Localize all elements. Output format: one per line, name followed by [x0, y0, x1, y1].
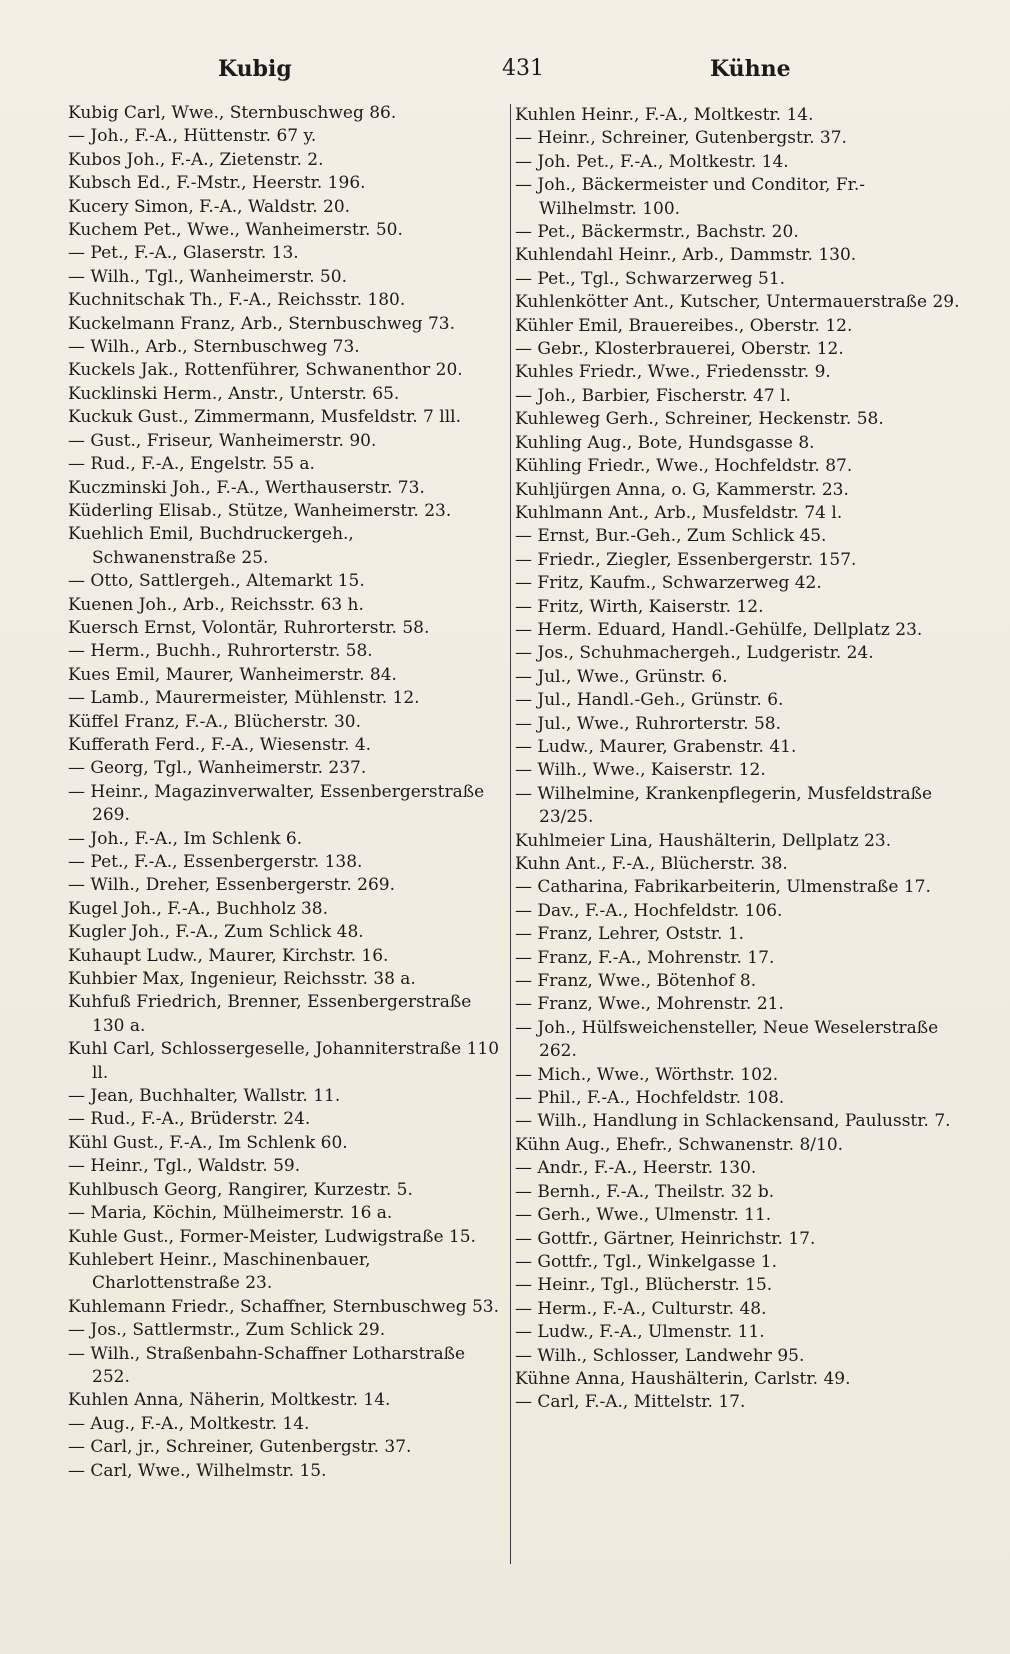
- directory-entry: — Catharina, Fabrikarbeiterin, Ulmenstraße 17.: [515, 877, 931, 898]
- directory-entry: — Gottfr., Gärtner, Heinrichstr. 17.: [515, 1228, 816, 1249]
- directory-entry: Kuchem Pet., Wwe., Wanheimerstr. 50.: [68, 220, 403, 241]
- directory-entry: — Gottfr., Tgl., Winkelgasse 1.: [515, 1251, 778, 1272]
- directory-entry: — Jul., Handl.-Geh., Grünstr. 6.: [515, 690, 784, 711]
- directory-entry: Kühn Aug., Ehefr., Schwanenstr. 8/10.: [515, 1134, 844, 1155]
- directory-entry: — Pet., Tgl., Schwarzerweg 51.: [515, 268, 786, 289]
- directory-entry: — Joh. Pet., F.-A., Moltkestr. 14.: [515, 151, 789, 172]
- directory-entry: Kuhlenkötter Ant., Kutscher, Untermauerstraße 29.: [515, 292, 960, 313]
- directory-entry: Kühler Emil, Brauereibes., Oberstr. 12.: [515, 315, 853, 336]
- directory-entry: Kühl Gust., F.-A., Im Schlenk 60.: [68, 1132, 348, 1153]
- directory-entry: — Ernst, Bur.-Geh., Zum Schlick 45.: [515, 526, 827, 547]
- directory-entry: — Jul., Wwe., Ruhrorterstr. 58.: [515, 713, 781, 734]
- directory-entry: — Wilh., Arb., Sternbuschweg 73.: [68, 337, 360, 358]
- directory-entry: Kuhle Gust., Former-Meister, Ludwigstraße 15.: [68, 1226, 476, 1247]
- directory-entry: — Carl, Wwe., Wilhelmstr. 15.: [68, 1460, 327, 1481]
- directory-entry: Kuhlemann Friedr., Schaffner, Sternbuschweg 53.: [68, 1296, 500, 1317]
- directory-entry: — Wilh., Tgl., Wanheimerstr. 50.: [68, 266, 347, 287]
- directory-entry: Kuhfuß Friedrich, Brenner, Essenbergerstraße 130 a.: [68, 992, 472, 1036]
- directory-entry: — Heinr., Tgl., Waldstr. 59.: [68, 1156, 301, 1177]
- directory-entry: — Herm. Eduard, Handl.-Gehülfe, Dellplatz 23.: [515, 619, 923, 640]
- directory-entry: — Jos., Sattlermstr., Zum Schlick 29.: [68, 1320, 386, 1341]
- directory-entry: Kuenen Joh., Arb., Reichsstr. 63 h.: [68, 594, 364, 615]
- directory-entry: Kuhling Aug., Bote, Hundsgasse 8.: [515, 432, 815, 453]
- directory-entry: Kuhlendahl Heinr., Arb., Dammstr. 130.: [515, 245, 857, 266]
- directory-entry: Kuchnitschak Th., F.-A., Reichsstr. 180.: [68, 290, 406, 311]
- directory-entry: Kuhl Carl, Schlossergeselle, Johanniterstraße 110 ll.: [68, 1039, 500, 1083]
- directory-entry: — Franz, Wwe., Mohrenstr. 21.: [515, 994, 784, 1015]
- directory-entry: — Phil., F.-A., Hochfeldstr. 108.: [515, 1088, 785, 1109]
- directory-entry: Kubig Carl, Wwe., Sternbuschweg 86.: [68, 103, 397, 123]
- directory-entry: Kuhljürgen Anna, o. G, Kammerstr. 23.: [515, 479, 849, 500]
- directory-entry: Kuhlbusch Georg, Rangirer, Kurzestr. 5.: [68, 1179, 413, 1200]
- directory-entry: — Franz, Wwe., Bötenhof 8.: [515, 971, 757, 992]
- directory-entry: — Pet., F.-A., Essenbergerstr. 138.: [68, 852, 363, 872]
- directory-entry: Kucery Simon, F.-A., Waldstr. 20.: [68, 196, 351, 217]
- right-column: [510, 104, 961, 1564]
- directory-entry: — Pet., F.-A., Glaserstr. 13.: [68, 243, 299, 264]
- directory-entry: Kuhles Friedr., Wwe., Friedensstr. 9.: [515, 362, 831, 383]
- directory-entry: — Fritz, Kaufm., Schwarzerweg 42.: [515, 573, 822, 594]
- directory-entry: Kuckels Jak., Rottenführer, Schwanenthor 20.: [68, 360, 463, 381]
- page-header: [70, 56, 956, 96]
- directory-entry: — Herm., F.-A., Culturstr. 48.: [515, 1298, 767, 1319]
- directory-entry: — Joh., F.-A., Hüttenstr. 67 y.: [68, 126, 317, 147]
- directory-entry: — Heinr., Schreiner, Gutenbergstr. 37.: [515, 128, 847, 149]
- directory-entry: Kuhleweg Gerh., Schreiner, Heckenstr. 58.: [515, 409, 884, 430]
- directory-entry: — Rud., F.-A., Engelstr. 55 a.: [68, 454, 315, 475]
- directory-entry: Kuhlmeier Lina, Haushälterin, Dellplatz 23.: [515, 830, 892, 851]
- directory-entry: — Wilhelmine, Krankenpflegerin, Musfeldstraße 23/25.: [515, 783, 933, 828]
- directory-entry: Kühne Anna, Haushälterin, Carlstr. 49.: [515, 1368, 851, 1389]
- left-column: [68, 102, 500, 1483]
- directory-entry: — Bernh., F.-A., Theilstr. 32 b.: [515, 1181, 775, 1202]
- directory-entry: — Heinr., Tgl., Blücherstr. 15.: [515, 1275, 773, 1296]
- page-number: 431: [502, 56, 544, 81]
- directory-entry: — Georg, Tgl., Wanheimerstr. 237.: [68, 758, 367, 779]
- header-last-name: Kühne: [710, 56, 791, 82]
- directory-entry: — Wilh., Wwe., Kaiserstr. 12.: [515, 760, 766, 781]
- directory-entry: — Fritz, Wirth, Kaiserstr. 12.: [515, 596, 764, 617]
- directory-entry: — Dav., F.-A., Hochfeldstr. 106.: [515, 900, 783, 921]
- directory-entry: Kuersch Ernst, Volontär, Ruhrorterstr. 58.: [68, 617, 430, 638]
- directory-entry: Kuhaupt Ludw., Maurer, Kirchstr. 16.: [68, 945, 389, 966]
- directory-entry: — Gust., Friseur, Wanheimerstr. 90.: [68, 430, 377, 451]
- directory-entry: Kuhlen Heinr., F.-A., Moltkestr. 14.: [515, 105, 814, 125]
- directory-entry: Kuczminski Joh., F.-A., Werthauserstr. 73.: [68, 477, 425, 498]
- directory-entry: Kuckuk Gust., Zimmermann, Musfeldstr. 7 lll.: [68, 407, 461, 428]
- directory-entry: Kuhlmann Ant., Arb., Musfeldstr. 74 l.: [515, 502, 843, 523]
- directory-entry: Kühling Friedr., Wwe., Hochfeldstr. 87.: [515, 456, 853, 477]
- directory-entry: Kugel Joh., F.-A., Buchholz 38.: [68, 898, 328, 919]
- directory-entry: — Gebr., Klosterbrauerei, Oberstr. 12.: [515, 339, 844, 360]
- header-first-name: Kubig: [218, 56, 292, 82]
- directory-entry: Kuckelmann Franz, Arb., Sternbuschweg 73.: [68, 313, 455, 334]
- directory-entry: — Mich., Wwe., Wörthstr. 102.: [515, 1064, 779, 1085]
- directory-entry: Kuhlen Anna, Näherin, Moltkestr. 14.: [68, 1390, 391, 1411]
- directory-entry: Kufferath Ferd., F.-A., Wiesenstr. 4.: [68, 734, 372, 755]
- directory-entry: Kugler Joh., F.-A., Zum Schlick 48.: [68, 922, 364, 943]
- directory-entry: — Wilh., Schlosser, Landwehr 95.: [515, 1345, 805, 1366]
- directory-entry: — Wilh., Straßenbahn-Schaffner Lotharstraße 252.: [68, 1343, 466, 1387]
- directory-entry: — Maria, Köchin, Mülheimerstr. 16 a.: [68, 1203, 393, 1224]
- directory-entry: — Franz, F.-A., Mohrenstr. 17.: [515, 947, 775, 968]
- directory-entry: — Carl, jr., Schreiner, Gutenbergstr. 37.: [68, 1437, 412, 1458]
- directory-entry: — Jos., Schuhmachergeh., Ludgeristr. 24.: [515, 643, 874, 664]
- directory-entry: — Ludw., Maurer, Grabenstr. 41.: [515, 736, 797, 757]
- directory-entry: — Andr., F.-A., Heerstr. 130.: [515, 1158, 757, 1179]
- directory-entry: — Jul., Wwe., Grünstr. 6.: [515, 666, 728, 687]
- directory-entry: — Jean, Buchhalter, Wallstr. 11.: [68, 1086, 341, 1107]
- directory-entry: Kues Emil, Maurer, Wanheimerstr. 84.: [68, 664, 397, 685]
- directory-entry: — Otto, Sattlergeh., Altemarkt 15.: [68, 571, 365, 592]
- directory-entry: — Joh., F.-A., Im Schlenk 6.: [68, 828, 303, 849]
- directory-entry: — Lamb., Maurermeister, Mühlenstr. 12.: [68, 688, 420, 709]
- directory-entry: — Carl, F.-A., Mittelstr. 17.: [515, 1392, 746, 1413]
- directory-entry: — Joh., Hülfsweichensteller, Neue Weselerstraße 262.: [515, 1017, 939, 1062]
- directory-entry: Kucklinski Herm., Anstr., Unterstr. 65.: [68, 383, 400, 404]
- directory-entry: Kuhn Ant., F.-A., Blücherstr. 38.: [515, 854, 788, 874]
- directory-entry: — Wilh., Dreher, Essenbergerstr. 269.: [68, 875, 395, 896]
- directory-entry: — Aug., F.-A., Moltkestr. 14.: [68, 1413, 310, 1434]
- directory-entry: Küffel Franz, F.-A., Blücherstr. 30.: [68, 711, 362, 732]
- directory-entry: Kuhbier Max, Ingenieur, Reichsstr. 38 a.: [68, 969, 416, 990]
- directory-entry: — Ludw., F.-A., Ulmenstr. 11.: [515, 1322, 765, 1343]
- directory-entry: — Joh., Barbier, Fischerstr. 47 l.: [515, 385, 791, 406]
- directory-entry: — Gerh., Wwe., Ulmenstr. 11.: [515, 1205, 772, 1226]
- directory-entry: — Friedr., Ziegler, Essenbergerstr. 157.: [515, 549, 857, 570]
- directory-entry: Kuehlich Emil, Buchdruckergeh., Schwanenstraße 25.: [68, 524, 354, 568]
- directory-entry: Kubsch Ed., F.-Mstr., Heerstr. 196.: [68, 173, 366, 194]
- directory-entry: Kubos Joh., F.-A., Zietenstr. 2.: [68, 149, 324, 170]
- directory-entry: Kuhlebert Heinr., Maschinenbauer, Charlottenstraße 23.: [68, 1249, 371, 1294]
- directory-entry: Küderling Elisab., Stütze, Wanheimerstr. 23.: [68, 500, 452, 521]
- directory-entry: — Joh., Bäckermeister und Conditor, Fr.-Wilhelmstr. 100.: [515, 175, 866, 219]
- directory-entry: — Franz, Lehrer, Oststr. 1.: [515, 924, 745, 945]
- directory-entry: — Heinr., Magazinverwalter, Essenbergerstraße 269.: [68, 781, 485, 826]
- directory-entry: — Pet., Bäckermstr., Bachstr. 20.: [515, 222, 799, 243]
- directory-entry: — Herm., Buchh., Ruhrorterstr. 58.: [68, 641, 373, 662]
- directory-entry: — Rud., F.-A., Brüderstr. 24.: [68, 1109, 311, 1130]
- directory-entry: — Wilh., Handlung in Schlackensand, Paulusstr. 7.: [515, 1111, 951, 1132]
